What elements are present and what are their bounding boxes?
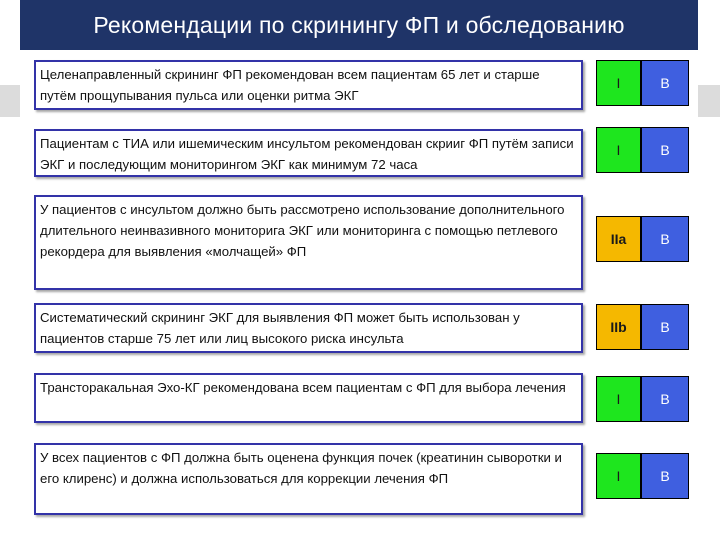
level-badge-6: B [641, 453, 689, 499]
slide-title: Рекомендации по скринингу ФП и обследованию [93, 11, 625, 38]
level-badge-3: B [641, 216, 689, 262]
recommendation-box-6: У всех пациентов с ФП должна быть оценена функция почек (креатинин сыворотки и его клиренс) и должна использоваться для коррекции лечения ФП [34, 443, 583, 515]
recommendation-box-2: Пациентам с ТИА или ишемическим инсультом рекомендован скрииг ФП путём записи ЭКГ и последующим мониторингом ЭКГ как минимум 72 часа [34, 129, 583, 177]
level-badge-2: B [641, 127, 689, 173]
class-badge-4: IIb [596, 304, 641, 350]
slide-header [20, 0, 698, 50]
recommendation-box-3: У пациентов с инсультом должно быть рассмотрено использование дополнительного длительного неинвазивного мониторига ЭКГ или мониторинга с помощью петлевого рекордера для выявления «молчащей» ФП [34, 195, 583, 290]
class-badge-5: I [596, 376, 641, 422]
class-badge-1: I [596, 60, 641, 106]
level-badge-1: B [641, 60, 689, 106]
class-badge-2: I [596, 127, 641, 173]
recommendation-box-1: Целенаправленный скрининг ФП рекомендован всем пациентам 65 лет и старше путём прощупывания пульса или оценки ритма ЭКГ [34, 60, 583, 110]
class-badge-6: I [596, 453, 641, 499]
recommendations-panel [20, 50, 698, 540]
recommendation-box-4: Систематический скрининг ЭКГ для выявления ФП может быть использован у пациентов старше 75 лет или лиц высокого риска инсульта [34, 303, 583, 353]
level-badge-5: B [641, 376, 689, 422]
level-badge-4: B [641, 304, 689, 350]
class-badge-3: IIa [596, 216, 641, 262]
recommendation-box-5: Трансторакальная Эхо-КГ рекомендована всем пациентам с ФП для выбора лечения [34, 373, 583, 423]
